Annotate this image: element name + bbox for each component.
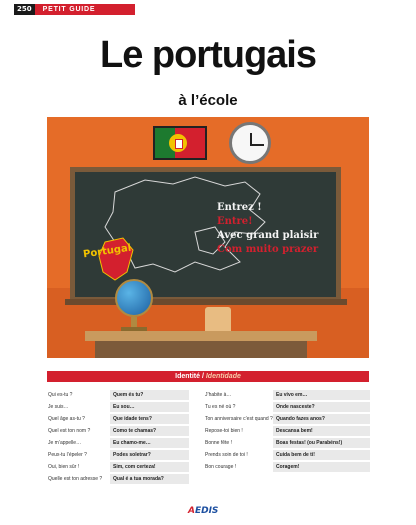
portuguese-phrase: Onde nasceste? — [273, 402, 370, 412]
french-phrase: Qui es-tu ? — [48, 392, 73, 398]
french-phrase: Repose-toi bien ! — [205, 428, 243, 434]
phrase-row — [205, 390, 370, 400]
desk-top — [85, 331, 317, 341]
page-title: Le portugais — [99, 34, 317, 76]
french-phrase: Tu es né où ? — [205, 404, 236, 410]
phrase-row — [48, 426, 189, 436]
phrase-row — [48, 390, 189, 400]
phrase-row — [48, 450, 189, 460]
section-label-pt: Identidade — [205, 373, 241, 380]
phrase-row — [205, 402, 370, 412]
chair — [205, 307, 231, 331]
portuguese-phrase: Podes soletrar? — [110, 450, 189, 460]
phrase-row — [205, 414, 370, 424]
portuguese-phrase: Descansa bem! — [273, 426, 370, 436]
french-phrase: Prends soin de toi ! — [205, 452, 248, 458]
page-subtitle: à l’école — [178, 92, 238, 109]
phrase-row — [48, 474, 189, 484]
french-phrase: Peux-tu l’épeler ? — [48, 452, 87, 458]
chalk-tray — [65, 299, 347, 305]
portuguese-phrase: Que idade tens? — [110, 414, 189, 424]
desk-front — [95, 341, 307, 358]
section-header — [47, 371, 369, 382]
section-label-fr: Identité — [175, 373, 201, 380]
portuguese-phrase: Quando fazes anos? — [273, 414, 370, 424]
portuguese-phrase: Eu vivo em… — [273, 390, 370, 400]
phrase-row — [205, 438, 370, 448]
french-phrase: Ton anniversaire c’est quand ? — [205, 416, 273, 422]
french-phrase: Je suis… — [48, 404, 69, 410]
portugal-flag-icon — [153, 126, 207, 160]
portuguese-phrase: Como te chamas? — [110, 426, 189, 436]
portuguese-phrase: Eu chamo-me… — [110, 438, 189, 448]
portuguese-phrase: Sim, com certeza! — [110, 462, 189, 472]
chalk-line-2: Entre! — [217, 216, 253, 227]
phrase-row — [48, 414, 189, 424]
chalk-line-4: Com muito prazer — [217, 244, 319, 255]
phrase-row — [205, 450, 370, 460]
series-number: 250 — [14, 4, 35, 15]
french-phrase: Bonne fête ! — [205, 440, 232, 446]
french-phrase: Quel âge as-tu ? — [48, 416, 85, 422]
logo-prefix: A — [188, 506, 195, 516]
chalkboard — [70, 167, 341, 302]
clock-icon — [229, 122, 271, 164]
french-phrase: Quel est ton nom ? — [48, 428, 91, 434]
portuguese-phrase: Boas festas! (ou Parabéns!) — [273, 438, 370, 448]
series-name: PETIT GUIDE — [35, 4, 136, 15]
globe-base — [121, 327, 147, 331]
french-phrase: Oui, bien sûr ! — [48, 464, 80, 470]
phrase-table-left — [48, 390, 189, 486]
french-phrase: Quelle est ton adresse ? — [48, 476, 103, 482]
classroom-illustration — [47, 117, 369, 358]
portuguese-phrase: Qual é a tua morada? — [110, 474, 189, 484]
phrase-row — [48, 462, 189, 472]
phrase-row — [48, 438, 189, 448]
phrase-row — [205, 426, 370, 436]
phrase-table-right — [205, 390, 370, 474]
portuguese-phrase: Eu sou… — [110, 402, 189, 412]
logo-rest: EDIS — [194, 506, 219, 516]
phrase-row — [48, 402, 189, 412]
series-bar — [14, 4, 135, 15]
map-label: Portugal — [82, 242, 132, 261]
portuguese-phrase: Cuida bem de ti! — [273, 450, 370, 460]
chalk-line-1: Entrez ! — [217, 202, 262, 213]
publisher-logo — [188, 506, 218, 516]
french-phrase: Bon courage ! — [205, 464, 237, 470]
portuguese-phrase: Quem és tu? — [110, 390, 189, 400]
french-phrase: Je m’appelle… — [48, 440, 82, 446]
globe-icon — [115, 279, 153, 317]
section-separator: / — [200, 373, 206, 380]
phrase-row — [205, 462, 370, 472]
portuguese-phrase: Coragem! — [273, 462, 370, 472]
french-phrase: J’habite à… — [205, 392, 232, 398]
chalk-line-3: Avec grand plaisir — [217, 230, 319, 241]
